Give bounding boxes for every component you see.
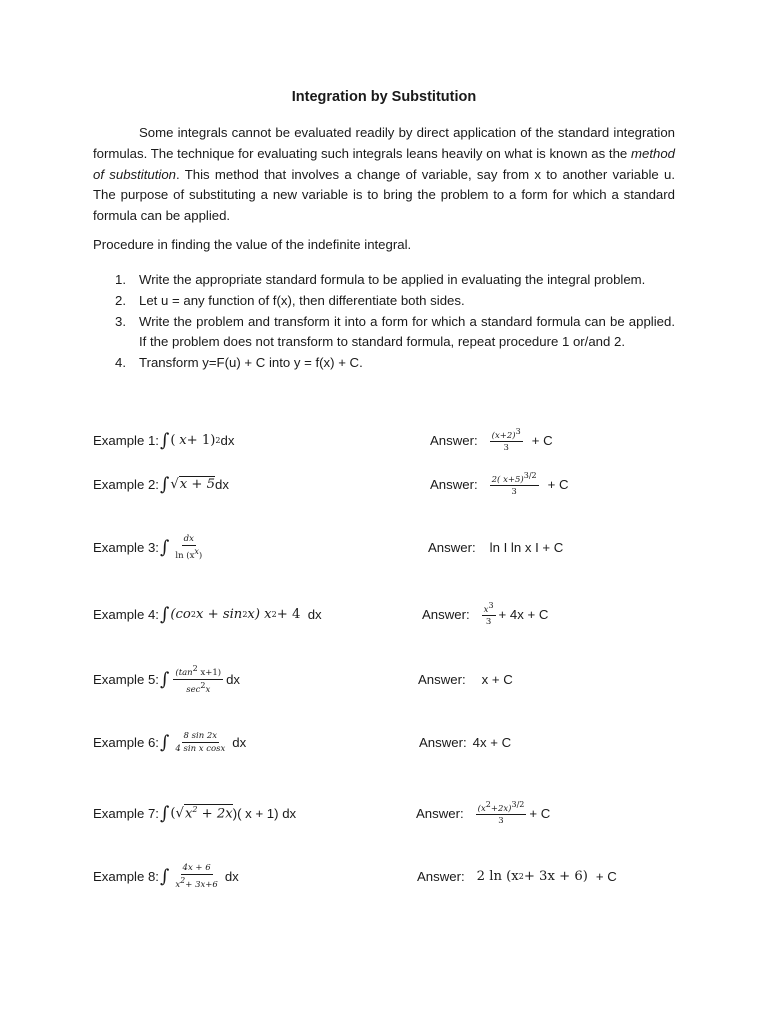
answer-expression: 4x + C	[472, 734, 512, 750]
math-exponent: 3	[515, 426, 521, 436]
math-exponent: 3	[511, 799, 517, 809]
math-term: (co	[170, 606, 191, 622]
example-row	[93, 464, 693, 504]
math-differential: dx	[224, 868, 239, 884]
example-answer	[428, 527, 563, 567]
math-term: 3	[511, 487, 517, 498]
example-problem	[93, 722, 246, 762]
procedure-list	[93, 270, 675, 374]
step-text: Write the appropriate standard formula to be applied in evaluating the integral problem.	[139, 272, 646, 287]
answer-label: Answer:	[416, 805, 464, 821]
procedure-step	[93, 291, 675, 312]
answer-label: Answer:	[422, 606, 470, 622]
integral-sign: ∫	[159, 536, 170, 558]
math-term: x) x	[247, 606, 272, 622]
math-term: (tan	[175, 667, 193, 678]
math-exponent: 2	[192, 663, 198, 673]
math-exponent: 2	[190, 609, 196, 619]
example-answer	[430, 420, 553, 460]
intro-italic-term: method of substitution	[93, 145, 675, 182]
math-term: +2x)	[490, 803, 512, 814]
math-term: dx	[183, 533, 194, 544]
math-term: + 4	[276, 606, 301, 622]
math-term: (x+2)	[491, 430, 516, 441]
answer-label: Answer:	[430, 476, 478, 492]
math-term: 3	[503, 443, 509, 454]
example-label: Example 7:	[93, 805, 159, 821]
answer-expression: x + C	[481, 671, 513, 687]
integrand-fraction	[173, 731, 227, 754]
answer-constant: + C	[595, 868, 617, 884]
answer-fraction	[490, 427, 523, 454]
answer-label: Answer:	[417, 868, 465, 884]
example-row	[93, 793, 693, 833]
math-exponent: 2	[200, 680, 206, 690]
example-answer	[418, 659, 513, 699]
math-exponent: x	[194, 546, 199, 556]
example-problem	[93, 856, 239, 896]
example-problem	[93, 594, 322, 634]
math-differential: dx	[215, 476, 229, 492]
example-row	[93, 659, 693, 699]
procedure-step	[93, 353, 675, 374]
procedure-step	[93, 270, 675, 291]
answer-label: Answer:	[419, 734, 467, 750]
math-term: 4x + 6	[182, 862, 211, 873]
math-exponent: 2	[519, 799, 525, 809]
answer-label: Answer:	[418, 671, 466, 687]
math-differential: dx	[226, 671, 241, 687]
integral-sign: ∫	[159, 473, 170, 495]
answer-constant: + C	[531, 432, 553, 448]
math-term: x+1)	[197, 667, 222, 678]
integrand-fraction	[173, 863, 219, 890]
example-row	[93, 527, 693, 567]
integral-sign: ∫	[159, 603, 170, 625]
answer-expression: ln I ln x I + C	[489, 539, 564, 555]
math-differential: dx	[232, 734, 247, 750]
intro-text-start: Some integrals cannot be evaluated readily by direct application of the standard integration formulas. The technique for evaluating such integrals leans heavily on what is known as the	[93, 125, 675, 161]
math-term: x	[205, 684, 211, 695]
example-label: Example 1:	[93, 432, 159, 448]
answer-fraction: $\frac{2( x+5)^{3/2}}{3}$	[491, 470, 537, 498]
math-exponent: 2	[271, 609, 277, 619]
example-label: Example 8:	[93, 868, 159, 884]
procedure-step	[93, 312, 675, 354]
math-exponent: 2	[180, 875, 186, 885]
math-exponent: 2	[192, 805, 198, 815]
integral-sign: ∫	[159, 802, 170, 824]
example-label: Example 4:	[93, 606, 159, 622]
example-label: Example 3:	[93, 539, 159, 555]
step-number: 3.	[115, 313, 126, 329]
math-term: 3	[485, 617, 492, 628]
math-exponent: 2	[242, 609, 248, 619]
integral-sign: ∫	[159, 668, 170, 690]
math-term: (	[170, 432, 176, 448]
answer-constant: + C	[547, 476, 569, 492]
math-term: x	[483, 604, 489, 615]
step-number: 1.	[115, 272, 126, 287]
math-term: 8 sin 2x	[183, 730, 218, 741]
answer-constant: + 4x + C	[498, 606, 549, 622]
step-text: Transform y=F(u) + C into y = f(x) + C.	[139, 355, 363, 371]
step-number: 2.	[115, 292, 126, 308]
integral-sign: ∫	[159, 731, 170, 753]
math-term: 3	[498, 816, 504, 827]
integrand-fraction	[173, 534, 204, 561]
example-problem	[93, 527, 207, 567]
example-answer	[416, 793, 550, 833]
example-label: Example 5:	[93, 671, 159, 687]
math-term: sec	[186, 684, 201, 695]
math-radicand: x + 5	[179, 477, 216, 492]
example-answer	[422, 594, 548, 634]
answer-fraction	[482, 601, 496, 628]
example-row	[93, 594, 693, 634]
integral-sign: ∫	[159, 865, 170, 887]
intro-text-end: . This method that involves a change of variable, say from x to another variable u. The purpose of substituting a new variable is to bring the problem to a form for which a standard formula can be applied.	[93, 166, 676, 224]
math-exponent: 2	[518, 871, 524, 881]
math-term: ln (x	[175, 550, 195, 561]
math-radicand: x	[184, 806, 193, 822]
sqrt-icon: √	[175, 805, 184, 821]
math-differential: dx	[220, 432, 235, 448]
example-problem	[93, 420, 234, 460]
math-term: x + sin	[195, 606, 243, 622]
math-term: )( x + 1) dx	[232, 805, 297, 821]
example-row	[93, 722, 693, 762]
example-problem	[93, 793, 296, 833]
math-exponent: 3	[488, 600, 494, 610]
intro-paragraph	[93, 123, 675, 227]
example-label: Example 2:	[93, 476, 159, 492]
step-number: 4.	[115, 355, 126, 371]
answer-label: Answer:	[428, 539, 476, 555]
math-term: + 3x+6	[185, 879, 218, 890]
math-term: )	[198, 550, 203, 561]
procedure-heading: Procedure in finding the value of the indefinite integral.	[93, 237, 412, 252]
page-title: Integration by Substitution	[291, 89, 477, 105]
example-row	[93, 856, 693, 896]
step-text: Let u = any function of f(x), then differentiate both sides.	[139, 292, 465, 308]
example-problem	[93, 659, 240, 699]
example-row	[93, 420, 693, 460]
math-term: 2 ln (x	[476, 868, 519, 884]
example-label: Example 6:	[93, 734, 159, 750]
math-exponent: 2	[531, 470, 537, 480]
math-exponent: 3	[523, 470, 529, 480]
math-term: + 3x + 6)	[523, 868, 588, 884]
step-text: Write the problem and transform it into a form for which a standard formula can be applied. If the problem does not transform to standard formula, repeat procedure 1 or/and 2.	[139, 313, 675, 350]
math-exponent: 2	[485, 799, 491, 809]
example-answer	[430, 464, 569, 504]
math-term: (	[170, 805, 176, 821]
math-term: 4 sin x cosx	[175, 743, 226, 754]
integral-sign: ∫	[159, 429, 170, 451]
sqrt-icon: √	[170, 476, 179, 492]
example-answer	[419, 722, 511, 762]
answer-fraction: $\frac{(x^2+2x)^{3/2}}{3}$	[477, 799, 525, 827]
math-differential: dx	[307, 606, 322, 622]
example-problem	[93, 464, 229, 504]
math-term: + 1)	[186, 432, 216, 448]
integrand-fraction	[173, 664, 223, 695]
math-term: (x	[477, 803, 486, 814]
answer-label: Answer:	[430, 432, 478, 448]
math-term: x	[175, 879, 181, 890]
math-radicand: + 2x	[197, 806, 233, 822]
math-term: x	[179, 432, 187, 448]
math-exponent: 2	[215, 435, 221, 445]
answer-constant: + C	[529, 805, 551, 821]
example-answer	[417, 856, 617, 896]
math-term: 2( x+5)	[491, 474, 524, 485]
